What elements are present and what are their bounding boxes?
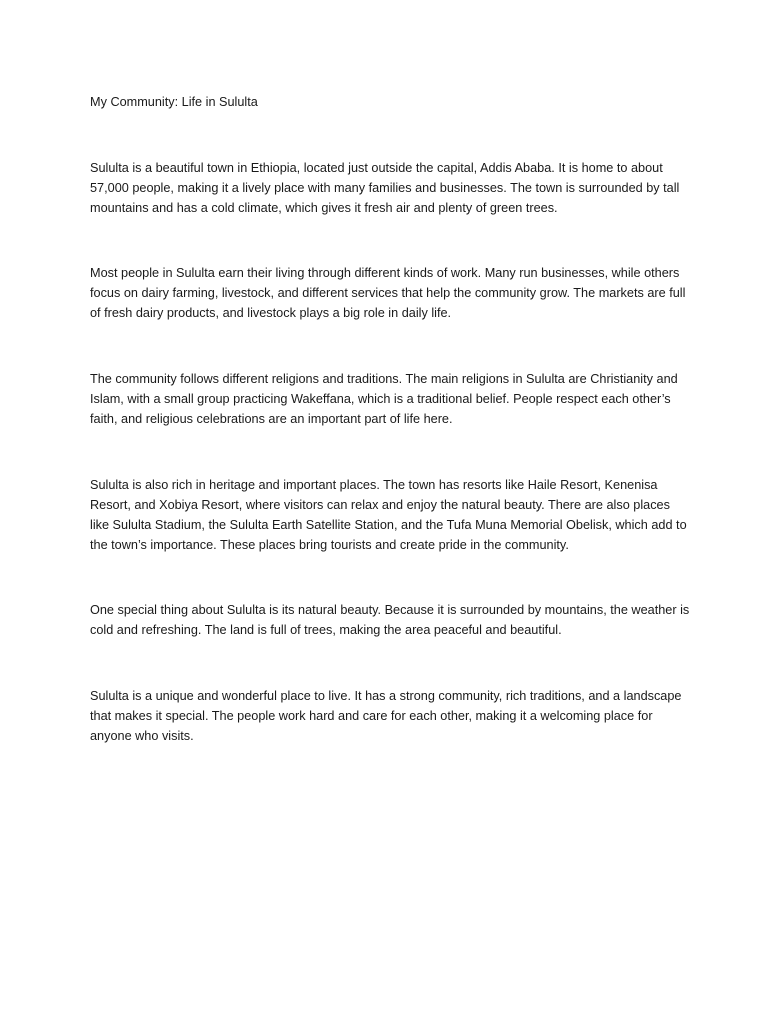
paragraph-conclusion: Sululta is a unique and wonderful place to live. It has a strong community, rich traditions, and a landscape that makes it special. The people work hard and care for each other, making it a welcoming place for anyone who visits. <box>90 689 682 743</box>
paragraph-nature: One special thing about Sululta is its natural beauty. Because it is surrounded by mountains, the weather is cold and refreshing. The land is full of trees, making the area peaceful and beautiful. <box>90 603 690 637</box>
paragraph-religion: The community follows different religions and traditions. The main religions in Sululta are Christianity and Islam, with a small group practicing Wakeffana, which is a traditional belief. People respect each other’s faith, and religious celebrations are an important part of life here. <box>90 372 678 426</box>
paragraph-introduction: Sululta is a beautiful town in Ethiopia, located just outside the capital, Addis Ababa. It is home to about 57,000 people, making it a lively place with many families and businesses. The town is surrounded by tall mountains and has a cold climate, which gives it fresh air and plenty of green trees. <box>90 161 680 215</box>
paragraph-work: Most people in Sululta earn their living through different kinds of work. Many run businesses, while others focus on dairy farming, livestock, and different services that help the community grow. The markets are full of fresh dairy products, and livestock plays a big role in daily life. <box>90 266 686 320</box>
document-title: My Community: Life in Sululta <box>90 95 258 109</box>
paragraph-heritage: Sululta is also rich in heritage and important places. The town has resorts like Haile Resort, Kenenisa Resort, and Xobiya Resort, where visitors can relax and enjoy the natural beauty. There are also places like Sululta Stadium, the Sululta Earth Satellite Station, and the Tufa Muna Memorial Obelisk, which add to the town’s importance. These places bring tourists and create pride in the community. <box>90 478 687 552</box>
